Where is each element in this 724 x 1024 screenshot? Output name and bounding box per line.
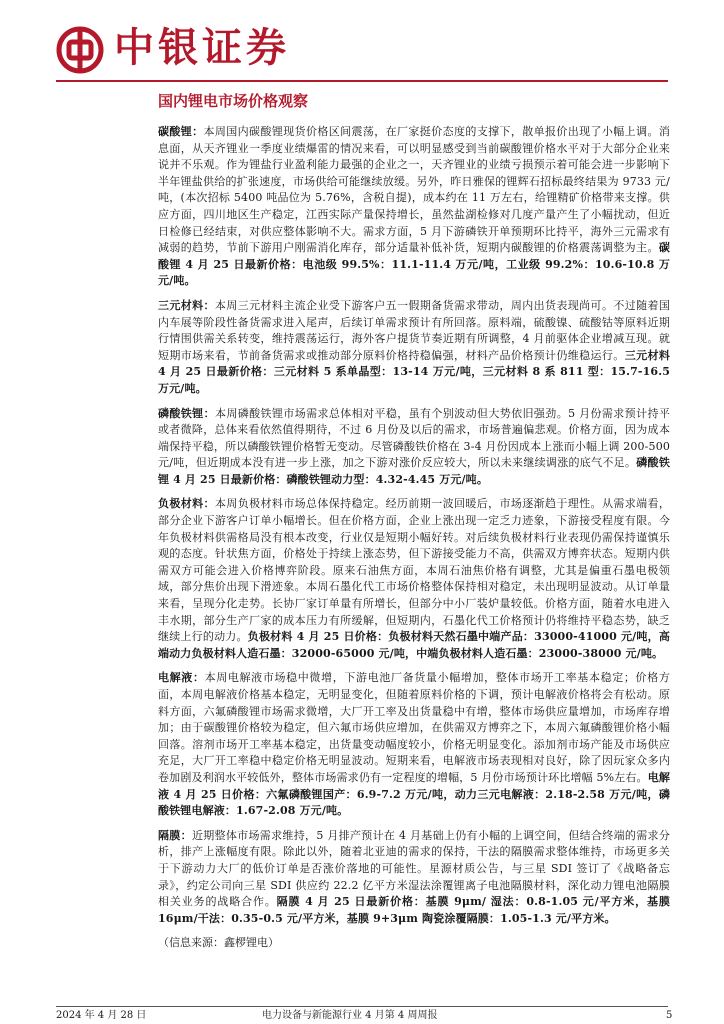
paragraph-separator <box>158 828 670 928</box>
page-number: 5 <box>666 1010 673 1021</box>
paragraph-heading: 三元材料： <box>158 298 215 312</box>
paragraph-lithium-carbonate <box>158 124 670 290</box>
paragraph-text: 本周三元材料主流企业受下游客户五一假期备货需求带动，周内出货表现尚可。不过随着国内车展等阶段性备货需求进入尾声，后续订单需求预计有所回落。原料端，硫酸镍、硫酸钴等原料近期行情围供需关系转变，维持震荡运行，海外客户提货节奏近期有所调整，4 月前驱体企业增减互现。就短期市场来看，节前备货需求或推动部分原料价格持稳偏强，材料产品价格预计仍维稳运行。 <box>158 298 671 362</box>
price-summary: 电解液 4 月 25 日价格：六氟磷酸锂国产：6.9-7.2 万元/吨，动力三元电解液：2.18-2.58 万元/吨，磷酸铁锂电解液：1.67-2.08 万元/吨。 <box>158 770 670 818</box>
header-divider <box>56 80 668 82</box>
paragraph-heading: 电解液： <box>158 671 205 685</box>
paragraph-anode-materials <box>158 496 670 662</box>
bank-of-china-logo-icon <box>56 26 104 74</box>
price-summary: 三元材料 4 月 25 日最新价格：三元材料 5 系单晶型：13-14 万元/吨，三元材料 8 系 811 型：15.7-16.5 万元/吨。 <box>158 348 670 395</box>
page-header <box>56 18 668 78</box>
source-note: （信息来源：鑫椤锂电） <box>158 936 279 950</box>
paragraph-text: 本周电解液市场稳中微增，下游电池厂备货量小幅增加，整体市场开工率基本稳定；价格方面，本周电解液价格基本稳定，无明显变化，但随着原料价格的下调，预计电解液价格将会有松动。原料方面，六氟磷酸锂市场需求微增，大厂开工率及出货量稳中有增，整体市场供应量增加，市场库存增加；由于碳酸锂价格较为稳定，但六氟市场供应增加，在供需双方博弈之下，本周六氟磷酸锂价格小幅回落。溶剂市场开工率基本稳定，出货量变动幅度较小，价格无明显变化。添加剂市场产能及市场供应充足，大厂开工率稳中稳定价格无明显波动。短期来看，电解液市场表现相对良好，除了因玩家众多内卷加剧及利润水平较低外，整体市场需求仍有一定程度的增幅，5 月份市场预计环比增幅 5%左右。 <box>158 671 670 784</box>
footer-divider <box>56 1006 668 1007</box>
brand-name: 中银证券 <box>114 25 290 71</box>
report-body <box>158 124 670 951</box>
section-title: 国内锂电市场价格观察 <box>158 92 309 110</box>
paragraph-heading: 磷酸铁锂： <box>158 406 215 420</box>
price-summary: 隔膜 4 月 25 日最新价格：基膜 9μm/ 湿法：0.8-1.05 元/平方米，基膜 16μm/干法：0.35-0.5 元/平方米，基膜 9+3μm 陶瓷涂覆隔膜：1.05-1.3 元/平方米。 <box>158 895 670 925</box>
paragraph-text: 本周负极材料市场总体保持稳定。经历前期一波回暖后，市场逐渐趋于理性。从需求端看，部分企业下游客户订单小幅增长。但在价格方面，企业上涨出现一定乏力迹象，下游接受程度有限。今年负极材料供需格局没有根本改变，行业仅是短期小幅好转。对后续负极材料行业表现仍需保持谨慎乐观的态度。针状焦方面，价格处于持续上涨态势，但下游接受能力不高，供需双方博弈状态。短期内供需双方可能会进入价格博弈阶段。原来石油焦方面，本周石油焦价格有调整，尤其是偏重石墨电极领域，部分焦价出现下滑迹象。本周石墨化代工市场价格整体保持相对稳定，未出现明显波动。从订单量来看，呈现分化走势。长协厂家订单量有所增长，但部分中小厂装炉量较低。价格方面，随着水电进入丰水期，部分生产厂家的成本压力有所缓解，但短期内，石墨化代工价格预计仍将维持平稳态势，缺乏继续上行的动力。 <box>158 497 671 644</box>
price-summary: 磷酸铁锂 4 月 25 日最新价格：磷酸铁锂动力型：4.32-4.45 万元/吨。 <box>158 456 670 486</box>
paragraph-lfp <box>158 406 670 489</box>
paragraph-heading: 负极材料： <box>158 497 215 511</box>
paragraph-heading: 隔膜： <box>158 828 192 842</box>
paragraph-text: 本周磷酸铁锂市场需求总体相对平稳，虽有个别波动但大势依旧强劲。5 月份需求预计持平或者微降，总体来看依然值得期待，不过 6 月份及以后的需求，市场普遍偏悲观。价格方面，因为成本端保持平稳，所以磷酸铁锂价格暂无变动。尽管磷酸铁价格在 3-4 月份因成本上涨而小幅上调 200-500 元/吨，但近期成本没有进一步上涨，加之下游对涨价反应较大，所以未来继续调涨的底气不足。 <box>158 406 671 470</box>
paragraph-heading: 碳酸锂： <box>158 125 204 138</box>
paragraph-text: 近期整体市场需求维持，5 月排产预计在 4 月基础上仍有小幅的上调空间，但结合终端的需求分析，排产上涨幅度有限。除此以外，随着北亚迪的需求的保持，干法的隔膜需求整体维持，市场更多关于下游动力大厂的低价订单是否涨价落地的可能性。星源材质公告，与三星 SDI 签订了《战略备忘录》，约定公司向三星 SDI 供应约 22.2 亿平方米湿法涂覆锂离子电池隔膜材料，深化动力锂电池隔膜相关业务的战略合作。 <box>158 828 670 909</box>
paragraph-electrolyte <box>158 670 670 819</box>
price-summary: 负极材料 4 月 25 日价格：负极材料天然石墨中端产品：33000-41000 元/吨，高端动力负极材料人造石墨：32000-65000 元/吨，中端负极材料人造石墨：23000-38000 元/吨。 <box>158 630 670 660</box>
footer-date: 2024 年 4 月 28 日 <box>56 1010 147 1021</box>
footer-report-title: 电力设备与新能源行业 4 月第 4 周周报 <box>262 1010 438 1021</box>
paragraph-ternary-materials <box>158 298 670 398</box>
paragraph-text: 本周国内碳酸锂现货价格区间震荡，在厂家挺价态度的支撑下，散单报价出现了小幅上调。消息面，从天齐锂业一季度业绩爆雷的情况来看，可以明显感受到当前碳酸锂价格水平对于大部分企业来说并不乐观。作为锂盐行业盈利能力最强的企业之一，天齐锂业的业绩亏损预示着可能会进一步影响下半年锂盐供给的扩张速度，市场供给可能继续放缓。另外，昨日雅保的锂辉石招标最终结果为 9733 元/吨，(本次招标 5400 吨品位为 5.76%，含税自提)，成本约在 11 万左右，给锂精矿价格带来支撑。供应方面，四川地区生产稳定，江西实际产量保持增长，虽然盐湖检修对几度产量产生了小幅扰动，但近日检修已经结束，对供应整体影响不大。需求方面，5 月下游磷铁开单预期环比持平，海外三元需求有减弱的趋势，节前下游用户刚需消化库存，部分适量补低补货，短期内碳酸锂的价格震荡调整为主。 <box>158 125 670 255</box>
price-summary: 碳酸锂 4 月 25 日最新价格：电池级 99.5%：11.1-11.4 万元/吨，工业级 99.2%：10.6-10.8 万元/吨。 <box>158 241 670 288</box>
